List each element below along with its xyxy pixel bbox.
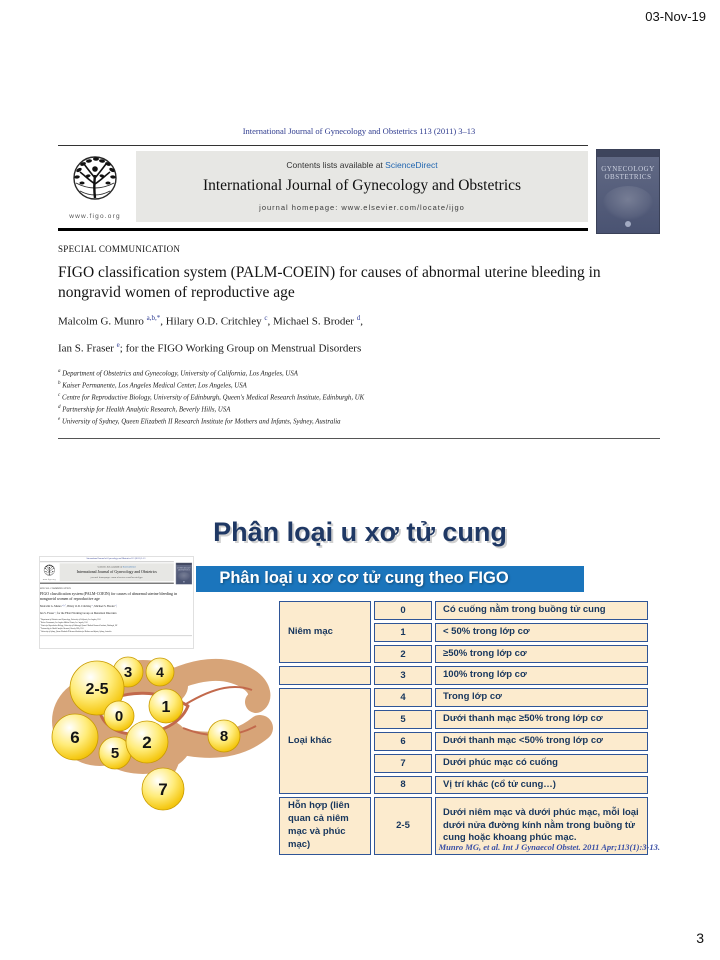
category-cell: Loại khác: [279, 688, 371, 794]
ball-label: 1: [161, 699, 171, 716]
table-row: [279, 666, 648, 685]
category-cell: Niêm mạc: [279, 601, 371, 663]
ball-label: 4: [156, 664, 164, 680]
type-number-cell: 0: [374, 601, 432, 620]
reference-citation: Munro MG, et al. Int J Gynaecol Obstet. 2011 Apr;113(1):3-13.: [438, 842, 660, 852]
journal-title: International Journal of Gynecology and Obstetrics: [202, 177, 522, 194]
slide-date: 03-Nov-19: [645, 9, 706, 24]
journal-reference-line: International Journal of Gynecology and Obstetrics 113 (2011) 3–13: [242, 126, 476, 136]
ball-label: 2: [142, 733, 152, 752]
ball-label: 7: [158, 780, 168, 799]
divider: [58, 228, 588, 231]
description-cell: ≥50% trong lớp cơ: [435, 645, 648, 664]
author-line-1: Malcolm G. Munro $^{a,b,*}$, Hilary O.D. Critchley $^c$, Michael S. Broder $^d$,: [58, 314, 363, 328]
elsevier-tree-icon: [625, 221, 631, 227]
article-thumbnail: International Journal of Gynecology and Obstetrics 113 (2011) 3–13 www.figo.org Contents lists available at ScienceDirect International Journal of Gynecology and Obstetrics journal homepage: www.elsevier.com/locate/ijgo GYNECOLOGY OBSTETRICS SPECIAL COMMUNICATION FIGO classification system (PALM-COEIN) for causes of abnormal uterine bleeding in nongravid women of reproductive age Malcolm G. Munro $^{a,b,*}$, Hilary O.D. Critchley $^c$, Michael S. Broder $^d$, Ian S. Fraser $^e$; for the FIGO Working Group on Menstrual Disorders $^a$ Department of Obstetrics and Gynecology, University of California, Los Angeles, USA $^b$ Kaiser Permanente, Los Angeles Medical Center, Los Angeles, USA $^c$ Centre for Reproductive Biology, University of Edinburgh, Queen's Medical Research Institute, Edinburgh, UK $^d$ Partnership for Health Analytic Research, Beverly Hills, USA $^e$ University of Sydney, Queen Elizabeth II Research Institute for Mothers and Infants, Sydney, Australia: [40, 557, 193, 648]
contents-line: Contents lists available at ScienceDirect: [286, 160, 438, 170]
description-cell: Dưới thanh mạc ≥50% trong lớp cơ: [435, 710, 648, 729]
affiliation: $^d$ Partnership for Health Analytic Research, Beverly Hills, USA: [58, 405, 231, 414]
description-cell: 100% trong lớp cơ: [435, 666, 648, 685]
affiliation: $^a$ Department of Obstetrics and Gynecology, University of California, Los Angeles, USA: [58, 368, 298, 377]
journal-masthead: [58, 145, 655, 231]
masthead-box: [136, 151, 588, 222]
category-cell: Hỗn hợp (liên quan cả niêm mạc và phúc mạc): [279, 797, 371, 854]
type-number-cell: 6: [374, 732, 432, 751]
type-number-cell: 2-5: [374, 797, 432, 854]
journal-cover-thumbnail: GYNECOLOGY OBSTETRICS: [596, 149, 660, 234]
journal-homepage-link[interactable]: journal homepage: www.elsevier.com/locate/ijgo: [259, 203, 465, 212]
author-line-2: Ian S. Fraser $^e$; for the FIGO Working Group on Menstrual Disorders: [58, 341, 362, 356]
type-number-cell: 3: [374, 666, 432, 685]
type-number-cell: 5: [374, 710, 432, 729]
journal-article-header: [58, 126, 660, 439]
page-number: 3: [696, 930, 704, 946]
affiliation: $^b$ Kaiser Permanente, Los Angeles Medical Center, Los Angeles, USA: [58, 380, 247, 389]
ball-label: 5: [110, 745, 120, 762]
category-cell: [279, 666, 371, 685]
description-cell: < 50% trong lớp cơ: [435, 623, 648, 642]
type-number-cell: 7: [374, 754, 432, 773]
figo-url: www.figo.org: [69, 212, 121, 220]
affiliation: $^c$ Centre for Reproductive Biology, University of Edinburgh, Queen's Medical Research Institute, Edinburgh, UK: [58, 392, 365, 402]
figo-logo: [58, 154, 132, 220]
ball-label: 0: [114, 708, 124, 725]
uterus-figo-diagram: [38, 646, 282, 820]
table-row: [279, 601, 648, 620]
elsevier-tree-icon: [183, 581, 185, 583]
description-cell: Dưới niêm mạc và dưới phúc mạc, mỗi loại dưới nửa đường kính nằm trong buồng tử cung hoặc khoang phúc mạc.: [435, 797, 648, 854]
ball-label: 6: [70, 728, 80, 747]
figo-logo: www.figo.org: [40, 564, 59, 581]
figo-banner: Phân loại u xơ cơ tử cung theo FIGO: [196, 566, 584, 592]
affiliation: $^e$ University of Sydney, Queen Elizabeth II Research Institute for Mothers and Infants, Sydney, Australia: [58, 417, 341, 426]
ball-label: 3: [123, 664, 133, 681]
ball-label: 2-5: [85, 681, 109, 698]
table-row: [279, 688, 648, 707]
divider: [58, 438, 660, 439]
description-cell: Dưới phúc mạc có cuống: [435, 754, 648, 773]
description-cell: Dưới thanh mạc <50% trong lớp cơ: [435, 732, 648, 751]
section-label: SPECIAL COMMUNICATION: [58, 244, 181, 254]
slide-title: Phân loại u xơ tử cung: [213, 517, 507, 547]
type-number-cell: 1: [374, 623, 432, 642]
figo-tree-icon: [69, 154, 121, 206]
type-number-cell: 4: [374, 688, 432, 707]
description-cell: Trong lớp cơ: [435, 688, 648, 707]
affiliations: [58, 368, 660, 429]
journal-cover-thumbnail: GYNECOLOGY OBSTETRICS: [176, 563, 192, 584]
description-cell: Có cuống nằm trong buồng tử cung: [435, 601, 648, 620]
ball-label: 8: [219, 728, 229, 745]
type-number-cell: 8: [374, 776, 432, 795]
figo-classification-table: [276, 598, 651, 858]
description-cell: Vị trí khác (cổ tử cung…): [435, 776, 648, 795]
article-title: FIGO classification system (PALM-COEIN) for causes of abnormal uterine bleeding in nongravid women of reproductive age: [58, 264, 601, 302]
type-number-cell: 2: [374, 645, 432, 664]
figo-tree-icon: [43, 564, 56, 577]
sciencedirect-link[interactable]: ScienceDirect: [385, 160, 438, 170]
